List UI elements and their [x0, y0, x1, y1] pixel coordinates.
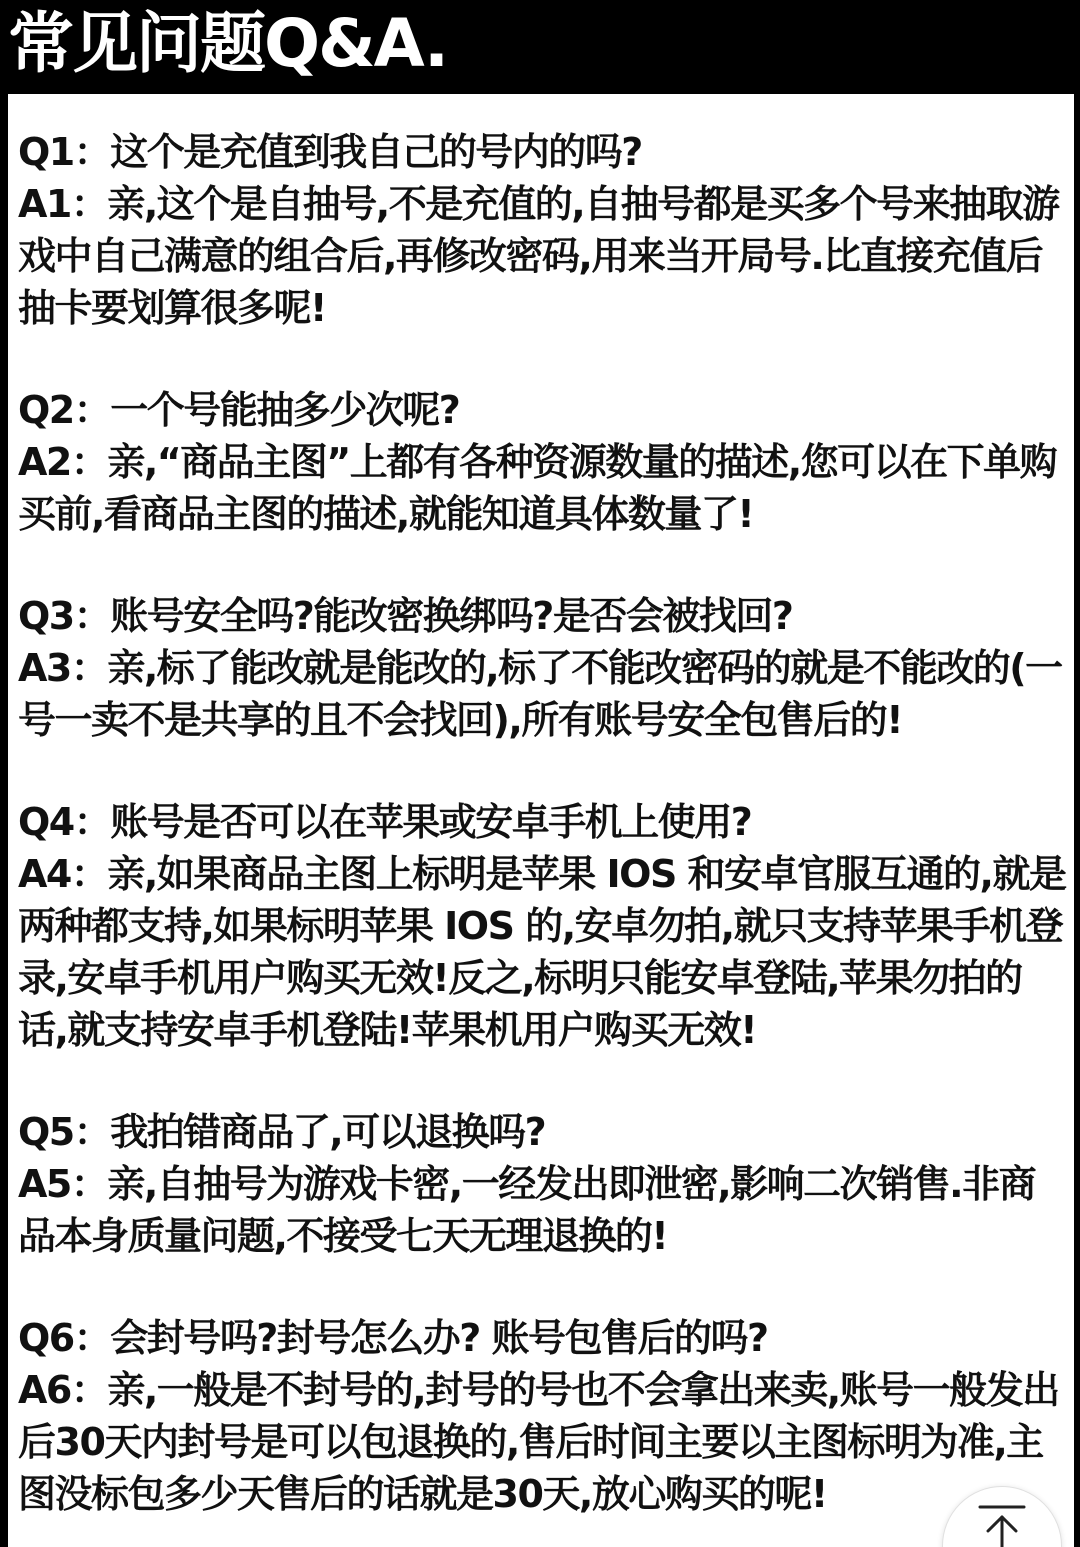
faq-item-5 [18, 1106, 1068, 1262]
faq-question-3: Q3：账号安全吗?能改密换绑吗?是否会被找回? [18, 594, 793, 638]
faq-panel [8, 94, 1074, 1547]
faq-question-1: Q1：这个是充值到我自己的号内的吗? [18, 130, 642, 174]
page-title: 常见问题Q&A. [8, 5, 448, 82]
page-header [0, 0, 1080, 94]
faq-answer-2: A2：亲,“商品主图”上都有各种资源数量的描述,您可以在下单购买前,看商品主图的描述,就能知道具体数量了! [18, 440, 1057, 536]
faq-item-6 [18, 1312, 1068, 1520]
faq-item-4 [18, 796, 1068, 1056]
faq-question-6: Q6：会封号吗?封号怎么办? 账号包售后的吗? [18, 1316, 768, 1360]
faq-item-2 [18, 384, 1068, 540]
faq-answer-6: A6：亲,一般是不封号的,封号的号也不会拿出来卖,账号一般发出后30天内封号是可以包退换的,售后时间主要以主图标明为准,主图没标包多少天售后的话就是30天,放心购买的呢! [18, 1368, 1059, 1516]
faq-item-3 [18, 590, 1068, 746]
faq-list [18, 126, 1068, 1520]
faq-question-5: Q5：我拍错商品了,可以退换吗? [18, 1110, 546, 1154]
faq-answer-4: A4：亲,如果商品主图上标明是苹果 IOS 和安卓官服互通的,就是两种都支持,如果标明苹果 IOS 的,安卓勿拍,就只支持苹果手机登录,安卓手机用户购买无效!反之,标明只能安卓登陆,苹果勿拍的话,就支持安卓手机登陆!苹果机用户购买无效! [18, 852, 1066, 1052]
faq-answer-1: A1：亲,这个是自抽号,不是充值的,自抽号都是买多个号来抽取游戏中自己满意的组合后,再修改密码,用来当开局号.比直接充值后抽卡要划算很多呢! [18, 182, 1059, 330]
faq-answer-3: A3：亲,标了能改就是能改的,标了不能改密码的就是不能改的(一号一卖不是共享的且不会找回),所有账号安全包售后的! [18, 646, 1062, 742]
arrow-up-to-top-icon [976, 1503, 1028, 1547]
faq-item-1 [18, 126, 1068, 334]
faq-question-2: Q2：一个号能抽多少次呢? [18, 388, 460, 432]
faq-question-4: Q4：账号是否可以在苹果或安卓手机上使用? [18, 800, 752, 844]
faq-answer-5: A5：亲,自抽号为游戏卡密,一经发出即泄密,影响二次销售.非商品本身质量问题,不接受七天无理退换的! [18, 1162, 1036, 1258]
